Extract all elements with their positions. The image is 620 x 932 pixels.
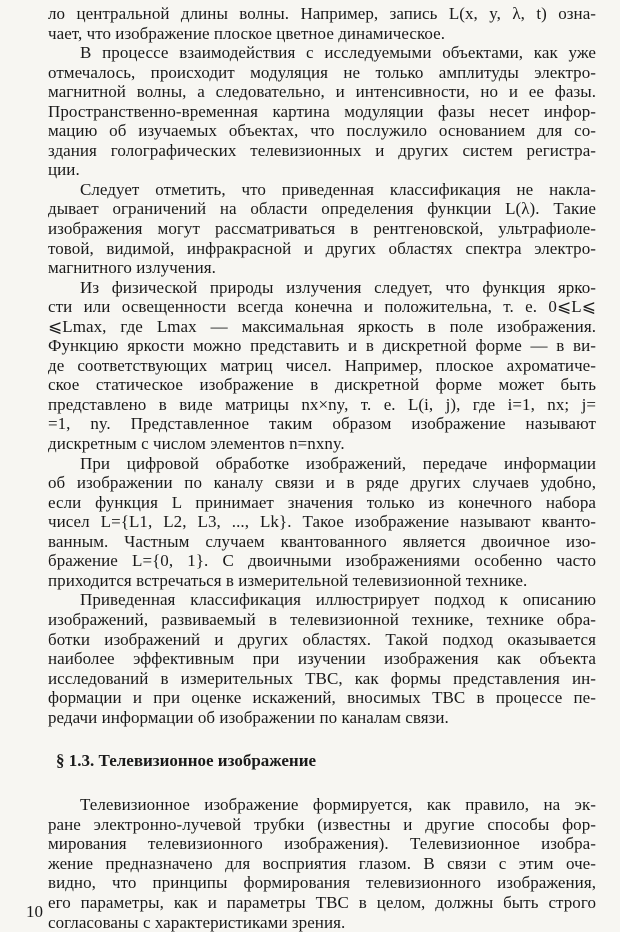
text-line: здания голографических телевизионных и других систем регистра- <box>48 140 596 160</box>
text-line: ции. <box>48 160 80 180</box>
text-line: ванным. Частным случаем квантованного является двоичное изо- <box>48 531 596 551</box>
text-line: формации и при оценке искажений, вносимых ТВС в процессе пе- <box>48 688 596 708</box>
text-line: представлено в виде матрицы nx×ny, т. е. L(i, j), где i=1, nx; j= <box>48 394 596 414</box>
text-line: Функцию яркости можно представить и в дискретной форме — в ви- <box>48 336 596 356</box>
text-line: ское статическое изображение в дискретной форме может быть <box>48 375 596 395</box>
text-line: исследований в измерительных ТВС, как формы представления ин- <box>48 668 596 688</box>
text-line: В процессе взаимодействия с исследуемыми объектами, как уже <box>80 43 596 63</box>
text-line: Пространственно-временная картина модуляции фазы несет инфор- <box>48 101 596 121</box>
text-line: сти или освещенности всегда конечна и положительна, т. е. 0⩽L⩽ <box>48 297 596 317</box>
text-line: ⩽Lmax, где Lmax — максимальная яркость в поле изображения. <box>48 316 596 336</box>
text-line: ране электронно-лучевой трубки (известны и другие способы фор- <box>48 814 596 834</box>
text-line: Приведенная классификация иллюстрирует подход к описанию <box>80 590 596 610</box>
text-line: мацию об изучаемых объектах, что послужило основанием для со- <box>48 121 596 141</box>
text-line: магнитной волны, а следовательно, и интенсивности, но и ее фазы. <box>48 82 596 102</box>
page-text <box>48 4 596 932</box>
text-line: дискретным с числом элементов n=nxny. <box>48 434 345 454</box>
text-line: =1, ny. Представленное таким образом изображение называют <box>48 414 596 434</box>
section-heading: § 1.3. Телевизионное изображение <box>56 751 317 771</box>
text-line: Из физической природы излучения следует, что функция ярко- <box>80 277 596 297</box>
text-line: Телевизионное изображение формируется, как правило, на эк- <box>80 795 596 815</box>
text-line: ло центральной длины волны. Например, запись L(x, y, λ, t) озна- <box>48 4 596 23</box>
text-line: если функция L принимает значения только из конечного набора <box>48 492 596 512</box>
text-line: При цифровой обработке изображений, передаче информации <box>80 453 596 473</box>
text-line: видно, что принципы формирования телевизионного изображения, <box>48 873 596 893</box>
text-line: дывает ограничений на области определения функции L(λ). Такие <box>48 199 596 219</box>
text-line: чисел L={L1, L2, L3, ..., Lk}. Такое изображение называют кванто- <box>48 512 596 532</box>
text-line: наиболее эффективным при изучении изображения как объекта <box>48 649 596 669</box>
page-number: 10 <box>26 902 43 921</box>
section-body <box>48 795 596 932</box>
text-line: его параметры, как и параметры ТВС в целом, должны быть строго <box>48 892 596 912</box>
text-line: изображений, развиваемый в телевизионной технике, технике обра- <box>48 609 596 629</box>
text-line: товой, видимой, инфракрасной и других областях спектра электро- <box>48 238 596 258</box>
text-line: приходится встречаться в измерительной телевизионной технике. <box>48 570 528 590</box>
text-line: де соответствующих матриц чисел. Например, плоское ахроматиче- <box>48 355 596 375</box>
text-line: согласованы с характеристиками зрения. <box>48 912 346 932</box>
text-line: Следует отметить, что приведенная классификация не накла- <box>80 179 596 199</box>
text-line: ботки изображений и других областях. Такой подход оказывается <box>48 629 596 649</box>
text-line: магнитного излучения. <box>48 258 216 278</box>
text-line: бражение L={0, 1}. С двоичными изображениями особенно часто <box>48 551 596 571</box>
text-line: мирования телевизионного изображения). Телевизионное изобра- <box>48 834 596 854</box>
text-line: отмечалось, происходит модуляция не только амплитуды электро- <box>48 62 596 82</box>
text-line: чает, что изображение плоское цветное динамическое. <box>48 23 446 43</box>
text-line: редачи информации об изображении по каналам связи. <box>48 707 449 727</box>
text-line: об изображении по каналу связи и в ряде других случаев удобно, <box>48 473 596 493</box>
text-line: жение предназначено для восприятия глазом. В связи с этим оче- <box>48 853 596 873</box>
text-line: изображения могут рассматриваться в рентгеновской, ультрафиоле- <box>48 219 596 239</box>
